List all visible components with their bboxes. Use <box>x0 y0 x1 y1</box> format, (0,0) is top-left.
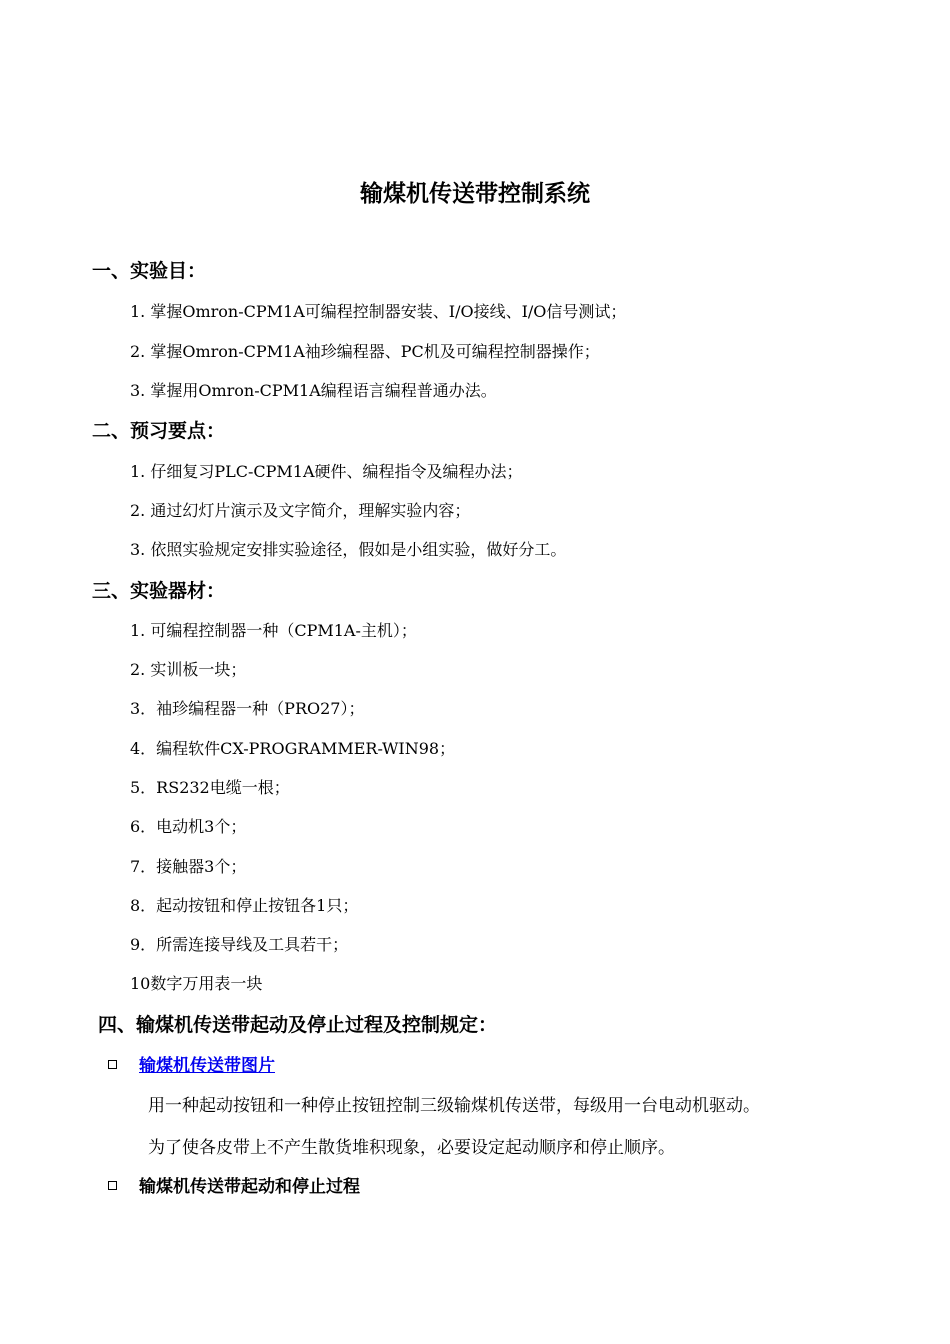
list-item: 6．电动机3个； <box>130 817 247 836</box>
section-heading-preview: 二、预习要点： <box>92 420 226 442</box>
list-item: 7．接触器3个； <box>130 857 247 876</box>
square-bullet-icon <box>108 1060 117 1069</box>
list-item: 2. 实训板一块； <box>130 660 247 679</box>
square-bullet-icon <box>108 1181 117 1190</box>
bullet-label: 输煤机传送带起动和停止过程 <box>139 1177 360 1197</box>
list-item: 2. 掌握Omron-CPM1A袖珍编程器、PC机及可编程控制器操作； <box>130 342 600 361</box>
conveyor-image-link[interactable]: 输煤机传送带图片 <box>139 1056 275 1076</box>
list-item: 2. 通过幻灯片演示及文字简介，理解实验内容； <box>130 501 471 520</box>
list-item: 3. 掌握用Omron-CPM1A编程语言编程普通办法。 <box>130 381 497 400</box>
list-item: 3．袖珍编程器一种（PRO27）； <box>130 699 365 718</box>
list-item: 1. 仔细复习PLC-CPM1A硬件、编程指令及编程办法； <box>130 462 523 481</box>
list-item: 3. 依照实验规定安排实验途径，假如是小组实验，做好分工。 <box>130 540 567 559</box>
bullet-conveyor-image <box>108 1054 275 1078</box>
bullet-start-stop-process <box>108 1175 360 1199</box>
list-item: 5．RS232电缆一根； <box>130 778 290 797</box>
paragraph: 为了使各皮带上不产生散货堆积现象，必要设定起动顺序和停止顺序。 <box>148 1138 675 1158</box>
list-item: 9．所需连接导线及工具若干； <box>130 935 349 954</box>
list-item: 4．编程软件CX-PROGRAMMER-WIN98； <box>130 739 456 758</box>
section-heading-control: 四、输煤机传送带起动及停止过程及控制规定： <box>98 1014 498 1036</box>
list-item: 8．起动按钮和停止按钮各1只； <box>130 896 359 915</box>
list-item: 1. 掌握Omron-CPM1A可编程控制器安装、I/O接线、I/O信号测试； <box>130 302 627 321</box>
section-heading-objectives: 一、实验目： <box>92 260 207 282</box>
document-title: 输煤机传送带控制系统 <box>360 181 590 207</box>
section-heading-equipment: 三、实验器材： <box>92 580 226 602</box>
list-item: 10数字万用表一块 <box>130 974 263 993</box>
paragraph: 用一种起动按钮和一种停止按钮控制三级输煤机传送带，每级用一台电动机驱动。 <box>148 1096 760 1116</box>
list-item: 1. 可编程控制器一种（CPM1A-主机）； <box>130 621 417 640</box>
